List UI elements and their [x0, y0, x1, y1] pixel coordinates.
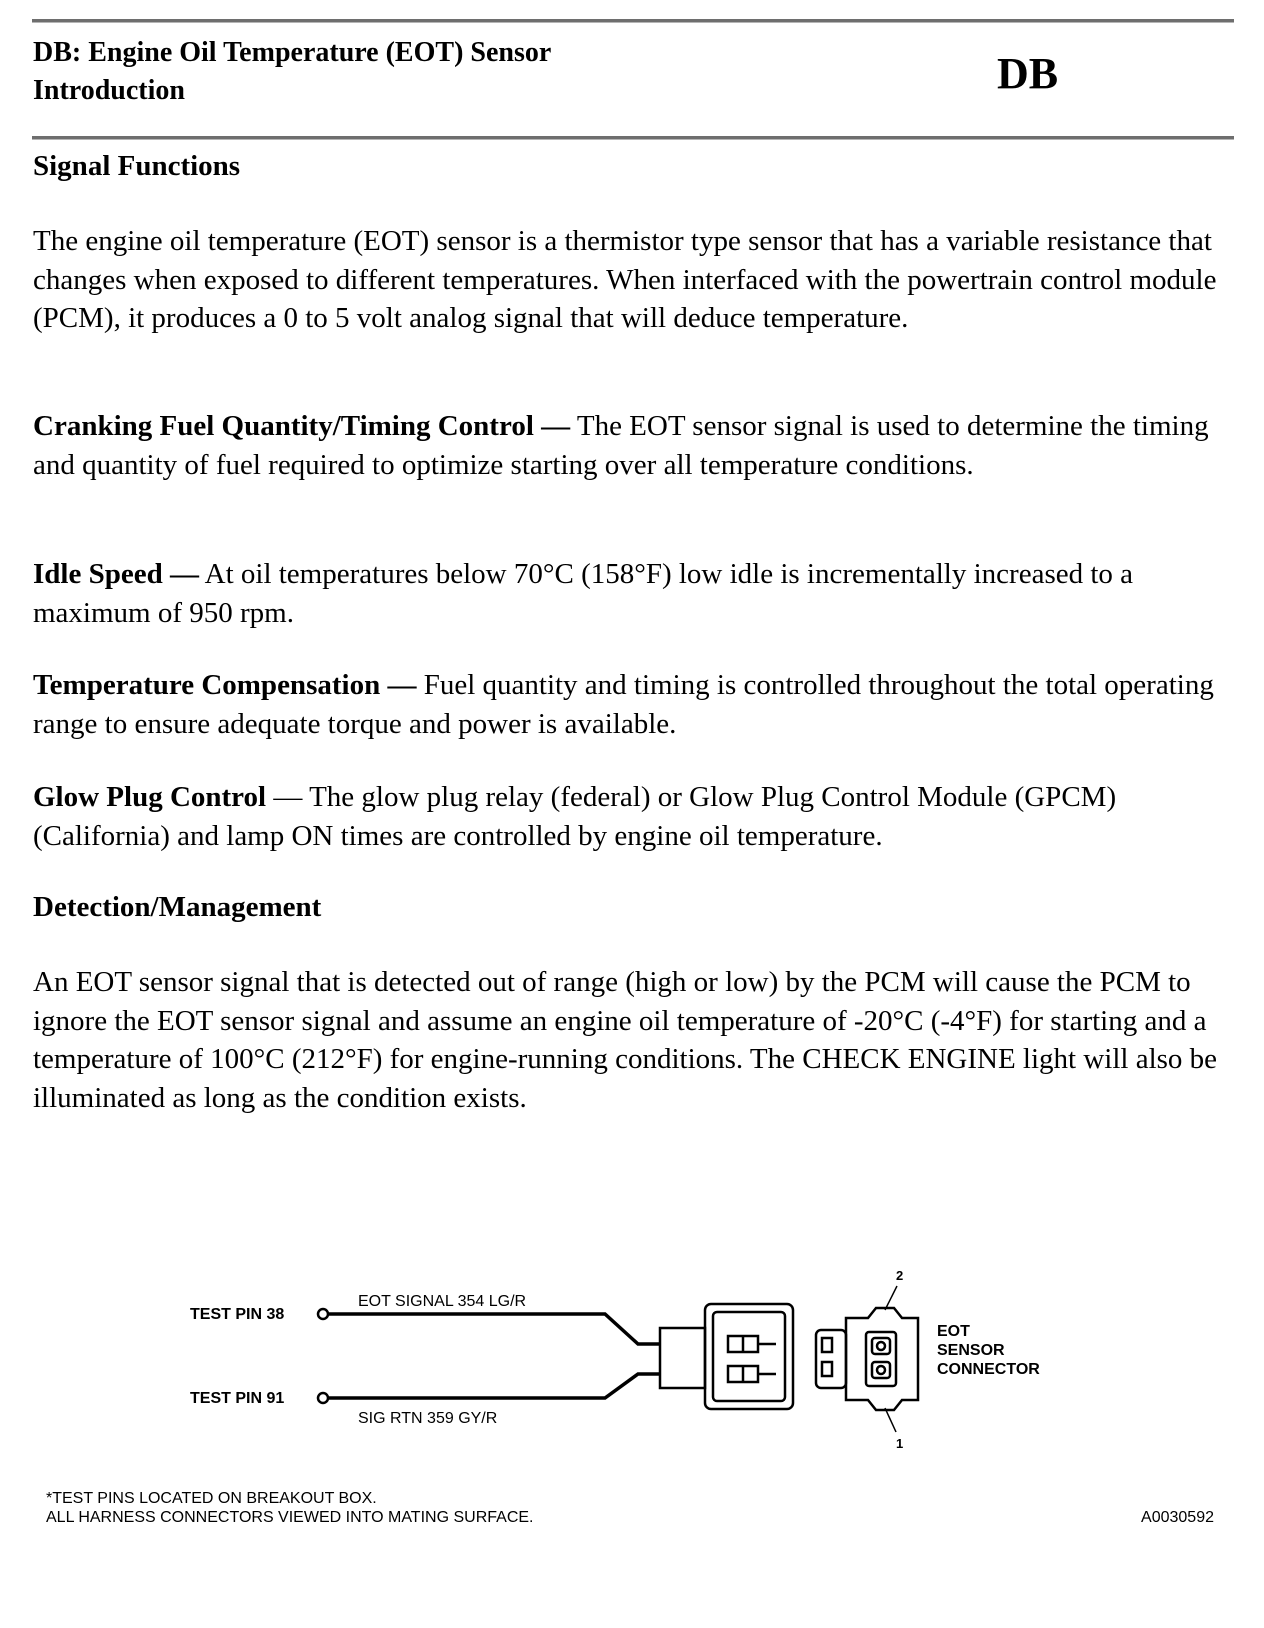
pin-1-label: 1 [896, 1436, 904, 1451]
note-2: ALL HARNESS CONNECTORS VIEWED INTO MATING SURFACE. [46, 1509, 534, 1526]
term-cranking: Cranking Fuel Quantity/Timing Control — [33, 410, 571, 442]
connector-label-1: EOT [937, 1323, 970, 1340]
header-rule [32, 136, 1234, 140]
detection-paragraph: An EOT sensor signal that is detected out of range (high or low) by the PCM will cause the PCM to ignore the EOT sensor signal and assume an engine oil temperature of -20°C (-4°F) for starting and a temperature of 100°C (212°F) for engine-running conditions. The CHECK ENGINE light will also be illuminated as long as the condition exists. [33, 966, 1218, 1114]
wiring-diagram [0, 1268, 1264, 1560]
text-temperature-compensation: Fuel quantity and timing is controlled throughout the total operating range to ensure adequate torque and power is available. [33, 669, 1214, 740]
heading-detection-management: Detection/Management [33, 891, 322, 923]
wire-top-label: EOT SIGNAL 354 LG/R [358, 1293, 527, 1310]
connector-label-3: CONNECTOR [937, 1361, 1040, 1378]
term-glow-plug: Glow Plug Control [33, 781, 267, 813]
paragraph-glow-plug [33, 778, 1243, 855]
test-pin-38-label: TEST PIN 38 [190, 1306, 285, 1323]
text-idle-speed: At oil temperatures below 70°C (158°F) low idle is incrementally increased to a maximum of 950 rpm. [33, 558, 1134, 629]
text-glow-plug: — The glow plug relay (federal) or Glow Plug Control Module (GPCM) (California) and lamp ON times are controlled by engine oil temperature. [33, 781, 1117, 852]
connector-label-2: SENSOR [937, 1342, 1005, 1359]
pin-2-label: 2 [896, 1268, 904, 1283]
test-pin-38-terminal [318, 1309, 328, 1319]
title-line-2: Introduction [33, 75, 185, 106]
heading-signal-functions: Signal Functions [33, 150, 241, 182]
test-pin-91-label: TEST PIN 91 [190, 1390, 285, 1407]
title-line-1: DB: Engine Oil Temperature (EOT) Sensor [33, 37, 552, 68]
wire-bottom-label: SIG RTN 359 GY/R [358, 1410, 498, 1427]
note-1: *TEST PINS LOCATED ON BREAKOUT BOX. [46, 1490, 377, 1507]
section-code: DB [997, 49, 1059, 98]
paragraph-temperature-compensation [33, 666, 1243, 743]
text-cranking: The EOT sensor signal is used to determine the timing and quantity of fuel required to optimize starting over all temperature conditions. [33, 410, 1209, 481]
test-pin-91-terminal [318, 1393, 328, 1403]
page-title [33, 34, 551, 110]
sig-rtn-wire [328, 1374, 660, 1398]
paragraph-cranking [33, 407, 1243, 484]
intro-paragraph: The engine oil temperature (EOT) sensor is a thermistor type sensor that has a variable resistance that changes when exposed to different temperatures. When interfaced with the powertrain control module (PCM), it produces a 0 to 5 volt analog signal that will deduce temperature. [33, 225, 1217, 334]
term-temperature-compensation: Temperature Compensation — [33, 669, 417, 701]
harness-connector [660, 1304, 793, 1409]
term-idle-speed: Idle Speed — [33, 558, 199, 590]
eot-signal-wire [328, 1314, 660, 1344]
eot-sensor-connector [816, 1286, 918, 1432]
top-rule [32, 19, 1234, 23]
figure-id: A0030592 [1141, 1509, 1214, 1526]
paragraph-idle-speed [33, 555, 1243, 632]
